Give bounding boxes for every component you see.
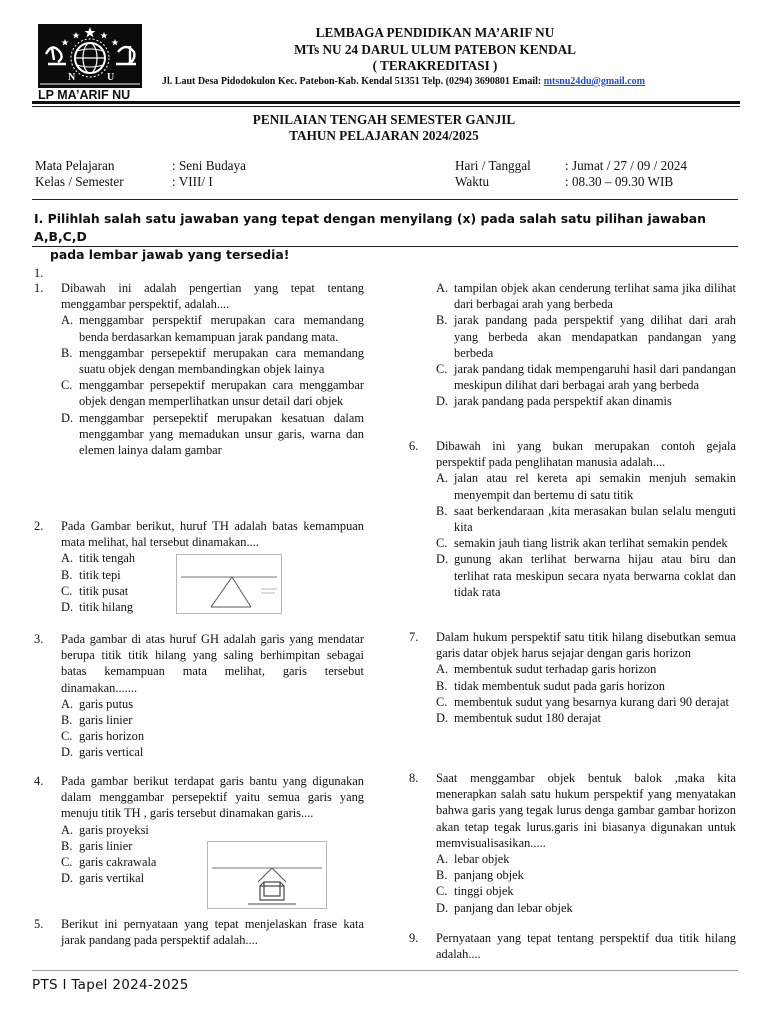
vanishing-point-diagram-icon — [177, 555, 281, 613]
option-d[interactable]: D. garis vertikal — [61, 871, 145, 886]
letterhead-divider-thin — [32, 106, 740, 107]
stray-number: 1. — [34, 266, 44, 280]
question-1 — [34, 280, 364, 458]
header-school-name: MTs NU 24 DARUL ULUM PATEBON KENDAL — [294, 42, 576, 57]
instruction-line-1: I. Pilihlah salah satu jawaban yang tepat dengan menyilang (x) pada salah satu pilihan jawaban A,B,C,D — [34, 211, 706, 244]
header-accreditation: ( TERAKREDITASI ) — [372, 58, 498, 73]
option-a[interactable]: A. garis putus — [61, 696, 134, 711]
option-a[interactable]: A. titik tengah — [61, 551, 136, 566]
subject-value: : Seni Budaya — [172, 158, 246, 173]
question-8 — [409, 770, 736, 916]
day-value: : Jumat / 27 / 09 / 2024 — [565, 158, 687, 173]
option-c[interactable]: C. membentuk sudut yang besarnya kurang dari 90 derajat — [436, 694, 729, 709]
email-link[interactable]: mtsnu24du@gmail.com — [543, 76, 645, 87]
footer-divider — [32, 970, 738, 971]
nu-emblem-icon — [38, 24, 142, 88]
question-stem: Pada gambar berikut terdapat garis bantu yang digunakan dalam menggambar persepektif yaitu semua garis yang menuju titik TH , garis tersebut dinamakan garis.... — [61, 774, 364, 821]
class-label: Kelas / Semester — [35, 174, 124, 189]
day-label: Hari / Tanggal — [455, 158, 531, 173]
option-c[interactable]: C. garis cakrawala — [61, 855, 157, 870]
address-text: Jl. Laut Desa Pidodokulon Kec. Patebon-Kab. Kendal 51351 Telp. (0294) 3690801 Email: — [162, 76, 542, 87]
instruction-line-2: pada lembar jawab yang tersedia! — [50, 247, 290, 262]
instructions — [34, 210, 744, 264]
option-d[interactable]: D. panjang dan lebar objek — [436, 900, 573, 915]
option-c[interactable]: C. titik pusat — [61, 583, 129, 598]
subject-label: Mata Pelajaran — [35, 158, 115, 173]
option-d[interactable]: D. membentuk sudut 180 derajat — [436, 711, 601, 726]
time-value: : 08.30 – 09.30 WIB — [565, 174, 674, 189]
option-b[interactable]: B. jarak pandang pada perspektif yang dilihat dari arah yang berbeda akan mendapatkan pandangan yang berbeda — [436, 313, 736, 360]
instruction-divider — [32, 246, 738, 247]
header-institution: LEMBAGA PENDIDIKAN MA’ARIF NU — [315, 25, 555, 40]
question-stem: Dibawah ini adalah pengertian yang tepat tentang menggambar perspektif, adalah.... — [61, 281, 364, 312]
option-a[interactable]: A. jalan atau rel kereta api semakin menjuh semakin menyempit dan bertemu di satu titik — [436, 471, 736, 502]
class-value: : VIII/ I — [172, 174, 213, 189]
letterhead-divider — [32, 101, 740, 104]
svg-text:U: U — [107, 72, 115, 83]
question-9 — [409, 930, 736, 962]
option-d[interactable]: D. jarak pandang pada perspektif akan dinamis — [436, 394, 672, 409]
option-c[interactable]: C. semakin jauh tiang listrik akan terlihat semakin pendek — [436, 536, 728, 551]
question-stem: Pada Gambar berikut, huruf TH adalah batas kemampuan mata melihat, hal tersebut dinamakan.... — [61, 519, 364, 550]
meta-divider — [32, 199, 738, 200]
school-logo — [38, 24, 142, 88]
option-b[interactable]: B. menggambar persepektif merupakan cara memandang suatu objek dengan membandingkan objek lainya — [61, 345, 364, 377]
question-stem: Berikut ini pernyataan yang tepat menjelaskan frase kata jarak pandang pada perspektif adalah.... — [61, 917, 364, 948]
option-d[interactable]: D. titik hilang — [61, 600, 134, 615]
question-number: 7. — [409, 630, 419, 644]
question-stem: Saat menggambar objek bentuk balok ,maka kita menerapkan salah satu hukum perspektif yang menyatakan bahwa garis yang tegak lurus denga gambar gambar horizon akan tetap tegak lurus.garis ini biasanya digunakan untuk memvisualisasikan..... — [436, 771, 736, 850]
question-stem: Dalam hukum perspektif satu titik hilang disebutkan semua garis datar objek harus sejajar dengan garis horizon — [436, 630, 736, 661]
question-5-options — [409, 280, 736, 410]
question-3 — [34, 631, 364, 761]
option-a[interactable]: A. lebar objek — [436, 852, 510, 867]
option-c[interactable]: C. jarak pandang tidak mempengaruhi hasil dari pandangan meskipun dilihat dari berbagai arah yang berbeda — [436, 362, 736, 393]
question-stem: Pada gambar di atas huruf GH adalah garis yang mendatar berupa titik titik hilang yang saling berhimpitan sebagai batas kemampuan mata melihat, garis tersebut dinamakan....... — [61, 632, 364, 695]
question-5 — [34, 916, 364, 948]
question-number: 3. — [34, 632, 44, 646]
option-c[interactable]: C. tinggi objek — [436, 884, 514, 899]
option-b[interactable]: B. garis linier — [61, 713, 133, 728]
option-b[interactable]: B. titik tepi — [61, 567, 121, 582]
box-perspective-diagram-icon — [208, 842, 326, 908]
option-c[interactable]: C. menggambar persepektif merupakan cara menggambar objek dengan memperlihatkan unsur detail dari objek — [61, 378, 364, 409]
option-d[interactable]: D. menggambar persepektif merupakan kesatuan dalam menggambar yang memadukan unsur garis, warna dan elemen lainya dalam gambar — [61, 410, 364, 458]
option-b[interactable]: B. tidak membentuk sudut pada garis horizon — [436, 678, 665, 693]
header-address — [162, 76, 645, 87]
question-stem: Pernyataan yang tepat tentang perspektif dua titik hilang adalah.... — [436, 931, 736, 962]
svg-text:N: N — [68, 72, 76, 83]
option-c[interactable]: C. garis horizon — [61, 729, 145, 744]
option-a[interactable]: A. membentuk sudut terhadap garis horizon — [436, 662, 657, 677]
option-b[interactable]: B. panjang objek — [436, 868, 524, 883]
question-6 — [409, 438, 736, 600]
question-number: 9. — [409, 931, 419, 945]
option-a[interactable]: A. tampilan objek akan cenderung terlihat sama jika dilihat dari berbagai arah yang berbeda — [436, 281, 736, 312]
exam-title: PENILAIAN TENGAH SEMESTER GANJIL — [252, 112, 516, 127]
question-number: 4. — [34, 774, 44, 788]
question-number: 1. — [34, 281, 44, 295]
projection-lines-figure — [207, 841, 327, 909]
question-number: 8. — [409, 771, 419, 785]
option-d[interactable]: D. garis vertical — [61, 745, 144, 760]
time-label: Waktu — [455, 174, 490, 189]
question-number: 5. — [34, 917, 44, 931]
option-d[interactable]: D. gunung akan terlihat berwarna hijau atau biru dan terlihat rata meskipun secara nyata berwarna coklat dan tidak rata — [436, 552, 736, 599]
option-a[interactable]: A. menggambar perspektif merupakan cara memandang benda berdasarkan kemampuan jarak pandang mata. — [61, 313, 364, 344]
option-b[interactable]: B. garis linier — [61, 838, 133, 853]
question-7 — [409, 629, 736, 726]
question-number: 6. — [409, 439, 419, 453]
exam-year: TAHUN PELAJARAN 2024/2025 — [289, 128, 479, 143]
page-footer: PTS I Tapel 2024-2025 — [32, 977, 189, 993]
question-stem: Dibawah ini yang bukan merupakan contoh gejala perspektif pada penglihatan manusia adalah.... — [436, 439, 736, 470]
option-b[interactable]: B. saat berkendaraan ,kita merasakan bulan selalu menguti kita — [436, 503, 736, 535]
option-a[interactable]: A. garis proyeksi — [61, 822, 149, 837]
question-number: 2. — [34, 519, 44, 533]
perspective-triangle-figure — [176, 554, 282, 614]
logo-caption: LP MA’ARIF NU — [38, 88, 131, 102]
